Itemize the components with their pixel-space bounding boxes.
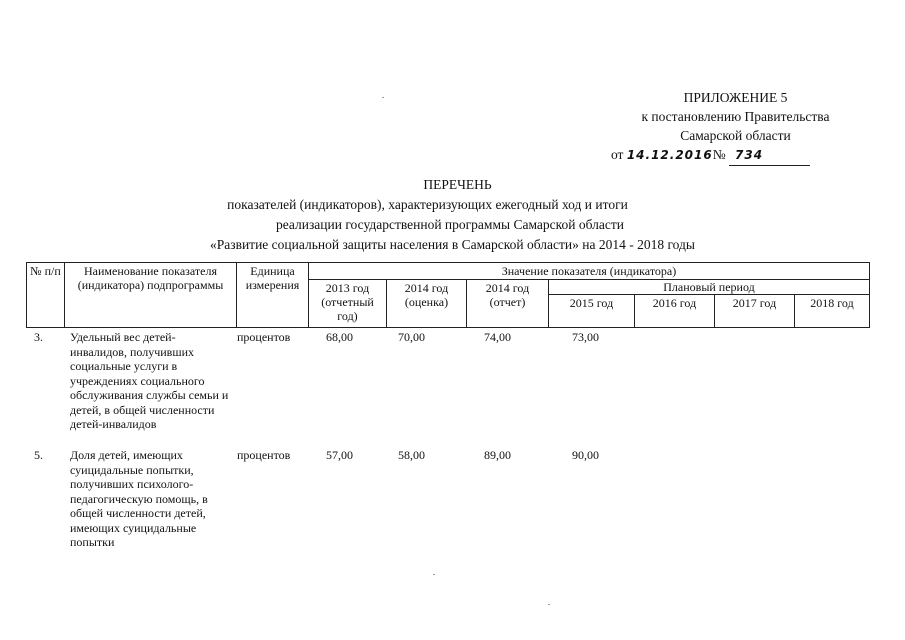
title-line-3: реализации государственной программы Самарской области [275,217,624,232]
document-title [0,175,905,255]
header-plan-group: Плановый период [549,280,870,295]
ot-label: от [610,147,624,162]
header-2013: 2013 год (отчетный год) [309,280,387,328]
header-2017: 2017 год [715,295,795,328]
row-number: 3. [34,330,43,344]
indicators-table-header [26,262,870,328]
row-value-2015: 73,00 [572,330,599,344]
appendix-resolution: к постановлению Правительства [641,109,830,124]
appendix-header [610,88,835,166]
resolution-date-number [611,145,810,166]
row-value-2013: 68,00 [326,330,353,344]
header-2014-estimate: 2014 год (оценка) [387,280,467,328]
scan-speck [382,97,384,98]
resolution-number: 734 [729,146,810,166]
row-value-2013: 57,00 [326,448,353,462]
appendix-title: ПРИЛОЖЕНИЕ 5 [683,90,788,105]
row-number: 5. [34,448,43,462]
title-line-2: показателей (индикаторов), характеризующих ежегодный ход и итоги [227,197,628,212]
appendix-region: Самарской области [680,128,791,143]
row-value-2014-estimate: 70,00 [398,330,425,344]
row-indicator-name: Удельный вес детей-инвалидов, получивших социальные услуги в учреждениях социального обслуживания службы семьи и детей, в общей численности детей-инвалидов [70,330,229,431]
scan-speck [433,574,435,575]
scan-speck [548,604,550,605]
header-2016: 2016 год [635,295,715,328]
header-2018: 2018 год [795,295,870,328]
row-unit: процентов [237,448,291,462]
row-indicator-name: Доля детей, имеющих суицидальные попытки, получивших психолого-педагогическую помощь, в общей численности детей, имеющих суицидальные попытки [70,448,208,549]
resolution-date: 14.12.2016 [626,148,713,162]
row-value-2014-estimate: 58,00 [398,448,425,462]
title-line-4: «Развитие социальной защиты населения в Самарской области» на 2014 - 2018 годы [210,237,695,252]
header-value-group: Значение показателя (индикатора) [309,263,870,280]
header-unit: Единица измерения [237,263,309,328]
row-value-2015: 90,00 [572,448,599,462]
header-2015: 2015 год [549,295,635,328]
header-2014-report: 2014 год (отчет) [467,280,549,328]
title-main: ПЕРЕЧЕНЬ [423,177,492,192]
header-num: № п/п [27,263,65,328]
number-sign: № [712,147,726,162]
row-unit: процентов [237,330,291,344]
header-name: Наименование показателя (индикатора) подпрограммы [65,263,237,328]
row-value-2014-report: 89,00 [484,448,511,462]
row-value-2014-report: 74,00 [484,330,511,344]
